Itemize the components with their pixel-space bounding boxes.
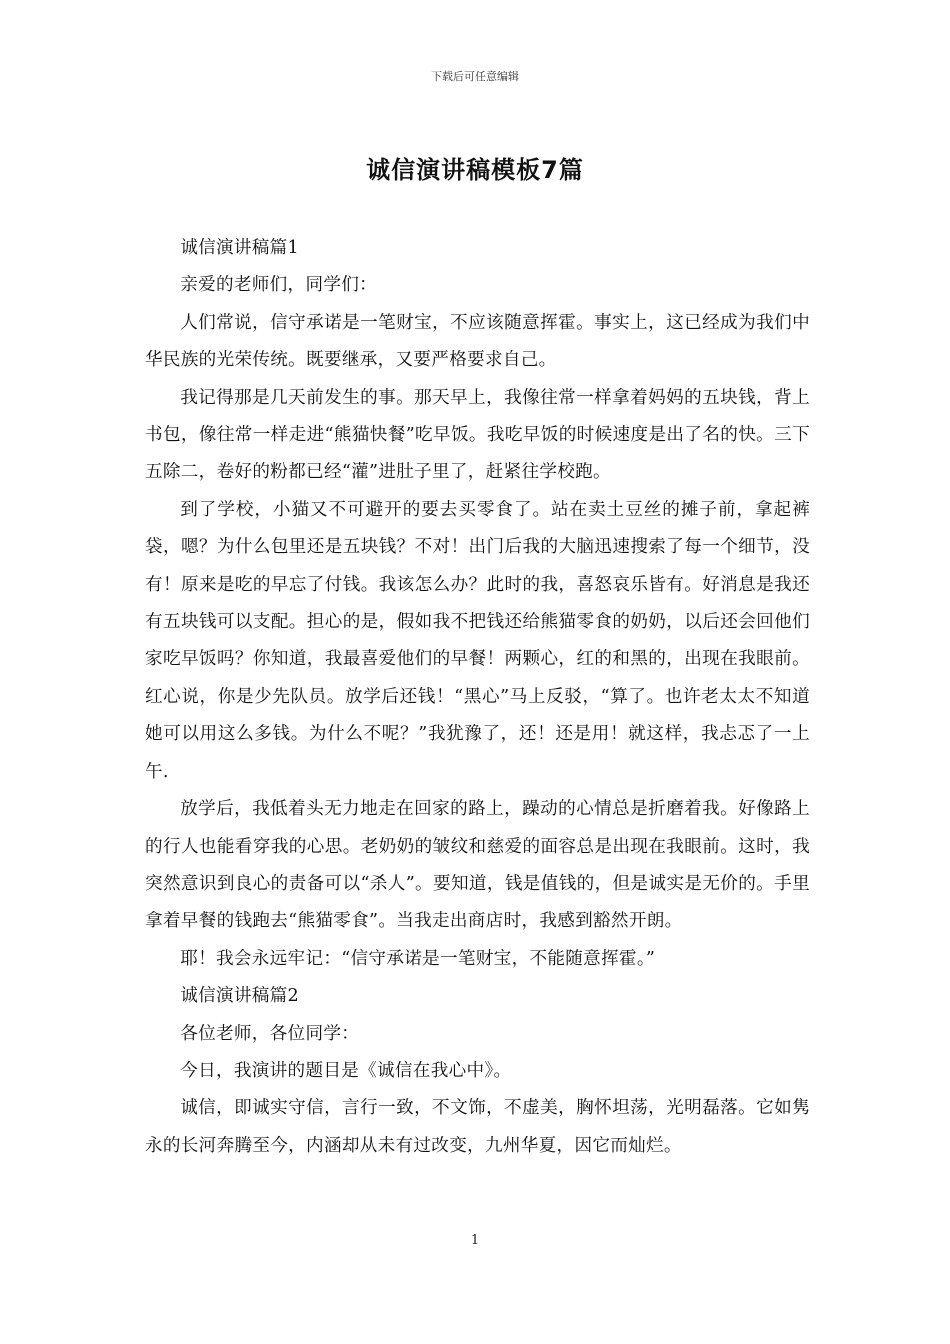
body-paragraph: 人们常说，信守承诺是一笔财宝，不应该随意挥霍。事实上，这已经成为我们中华民族的光荣传统。既要继承，又要严格要求自己。 [145, 312, 810, 371]
document-title: 诚信演讲稿模板7篇 [366, 156, 584, 184]
salutation: 亲爱的老师们，同学们： [180, 275, 378, 296]
header-note: 下载后可任意编辑 [431, 70, 519, 83]
body-paragraph: 今日，我演讲的题目是《诚信在我心中》。 [180, 1060, 512, 1081]
section-heading: 诚信演讲稿篇1 [180, 238, 300, 258]
page-number: 1 [470, 1233, 480, 1248]
salutation: 各位老师，各位同学： [180, 1023, 360, 1044]
body-paragraph: 诚信，即诚实守信，言行一致，不文饰，不虚美，胸怀坦荡，光明磊落。它如隽永的长河奔腾至今，内涵却从未有过改变，九州华夏，因它而灿烂。 [145, 1098, 810, 1156]
body-paragraph: 放学后，我低着头无力地走在回家的路上，躁动的心情总是折磨着我。好像路上的行人也能看穿我的心思。老奶奶的皱纹和慈爱的面容总是出现在我眼前。这时，我突然意识到良心的责备可以“杀人”。要知道，钱是值钱的，但是诚实是无价的。手里拿着早餐的钱跑去“熊猫零食”。当我走出商店时，我感到豁然开朗。 [145, 799, 810, 932]
body-paragraph: 我记得那是几天前发生的事。那天早上，我像往常一样拿着妈妈的五块钱，背上书包，像往常一样走进“熊猫快餐”吃早饭。我吃早饭的时候速度是出了名的快。三下五除二，卷好的粉都已经“灌”进肚子里了，赶紧往学校跑。 [145, 387, 810, 483]
body-paragraph: 耶！我会永远牢记：“信守承诺是一笔财宝，不能随意挥霍。” [180, 948, 656, 969]
document-body [145, 230, 810, 1165]
section-heading: 诚信演讲稿篇2 [180, 986, 300, 1007]
body-paragraph: 到了学校，小猫又不可避开的要去买零食了。站在卖土豆丝的摊子前，拿起裤袋，嗯？为什么包里还是五块钱？不对！出门后我的大脑迅速搜索了每一个细节，没有！原来是吃的早忘了付钱。我该怎么办？此时的我，喜怒哀乐皆有。好消息是我还有五块钱可以支配。担心的是，假如我不把钱还给熊猫零食的奶奶，以后还会回他们家吃早饭吗？你知道，我最喜爱他们的早餐！两颗心，红的和黑的，出现在我眼前。红心说，你是少先队员。放学后还钱！“黑心”马上反驳，“算了。也许老太太不知道她可以用这么多钱。为什么不呢？”我犹豫了，还！还是用！就这样，我忐忑了一上午. [145, 499, 810, 782]
